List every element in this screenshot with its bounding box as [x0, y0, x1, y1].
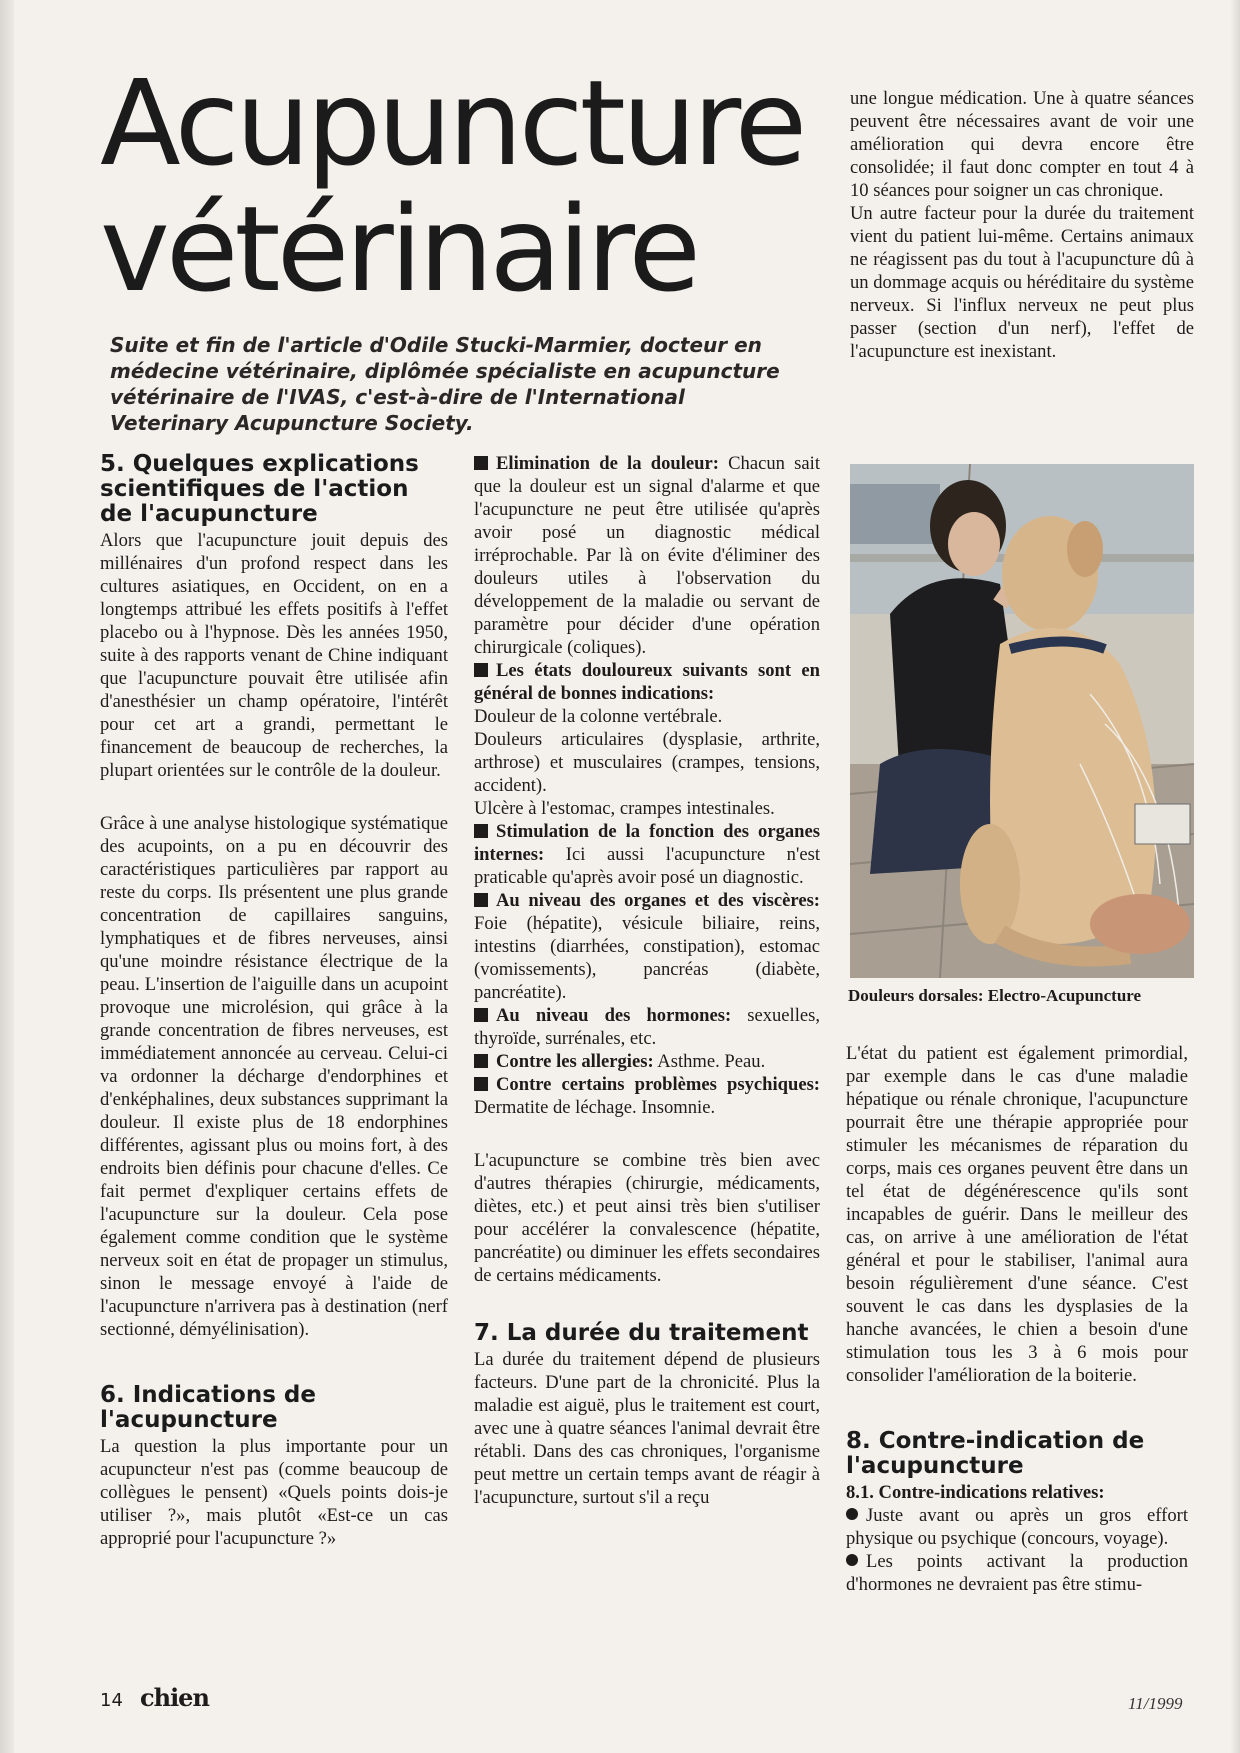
photo-caption: Douleurs dorsales: Electro-Acupuncture — [848, 986, 1142, 1005]
column-2 — [474, 452, 820, 1509]
list-item: Douleur de la colonne vertébrale. — [474, 706, 723, 727]
paragraph: Grâce à une analyse histologique systématique des acupoints, on a pu en découvrir des caractéristiques particulières par rapport au reste du corps. Ils présentent une plus grande concentration de capillaires sanguins, lymphatiques et de fibres nerveuses, ainsi qu'une moindre résistance électrique de la peau. L'insertion de l'aiguille dans un acupoint provoque une microlésion, qui grâce à la grande concentration de fibres nerveuses, est immédiatement annoncée au cerveau. Celui-ci va ordonner la décharge d'endorphines et d'enképhalines, deux substances supprimant la douleur. Il existe plus de 18 endorphines différentes, agissant plus ou moins fort, à des endroits bien définis pour chacune d'elles. Ce fait permet d'expliquer certains effets de l'acupuncture sur la douleur. Cela pose également comme condition que le système nerveux soit en état de propager un stimulus, sinon le message envoyé à l'aide de l'acupuncture n'arrivera pas à destination (nerf sectionné, démyélinisation). — [100, 813, 448, 1340]
magazine-logo: chien — [140, 1683, 209, 1712]
article-lead: Suite et fin de l'article d'Odile Stucki-Marmier, docteur en médecine vétérinaire, diplômée spécialiste en acupuncture vétérinaire de l'IVAS, c'est-à-dire de l'International Veterinary Acupuncture Society. — [110, 333, 780, 435]
bullet-item: Contre les allergies: Asthme. Peau. — [474, 1050, 820, 1073]
square-bullet-icon — [474, 824, 488, 838]
round-bullet-icon — [846, 1508, 858, 1520]
page-number: 14 — [100, 1690, 123, 1711]
paragraph: La durée du traitement dépend de plusieurs facteurs. D'une part de la chronicité. Plus la maladie est aiguë, plus le traitement est court, avec une à quatre séances l'animal devrait être rétabli. Dans des cas chroniques, l'organisme peut mettre un certain temps avant de réagir à l'acupuncture, surtout s'il a reçu — [474, 1349, 820, 1508]
article-photo — [850, 464, 1194, 978]
square-bullet-icon — [474, 893, 488, 907]
page-edge — [0, 0, 14, 1753]
paragraph: La question la plus importante pour un acupuncteur n'est pas (comme beaucoup de collègues le pensent) «Quels points dois-je utiliser ?», mais plutôt «Est-ce un cas approprié pour l'acupuncture ?» — [100, 1436, 448, 1549]
title-line: Acupuncture — [100, 54, 804, 192]
bullet-item: Les points activant la production d'hormones ne devraient pas être stimu- — [846, 1551, 1188, 1595]
section-heading: 5. Quelques explications scientifiques de l'action de l'acupuncture — [100, 451, 419, 527]
square-bullet-icon — [474, 1077, 488, 1091]
section-heading: 6. Indications de l'acupuncture — [100, 1382, 316, 1433]
square-bullet-icon — [474, 1054, 488, 1068]
article-title — [100, 54, 820, 318]
bullet-item: Elimination de la douleur: Chacun sait que la douleur est un signal d'alarme et que l'acupuncture ne peut être utilisée qu'après avoir posé un diagnostic médical irréprochable. Par là on évite d'éliminer des douleurs utiles à l'observation du développement de la maladie ou servant de paramètre pour décider d'une opération chirurgicale (coliques). — [474, 453, 820, 658]
bullet-item: Au niveau des organes et des viscères: Foie (hépatite), vésicule biliaire, reins, intestins (diarrhées, constipation), estomac (vomissements), pancréas (diabète, pancréatite). — [474, 890, 820, 1003]
bullet-item: Au niveau des hormones: sexuelles, thyroïde, surrénales, etc. — [474, 1005, 821, 1049]
paragraph: une longue médication. Une à quatre séances peuvent être nécessaires avant de voir une amélioration qui devra encore être consolidée; il faut donc compter en tout 4 à 10 séances pour soigner un cas chronique. — [850, 88, 1194, 201]
paragraph: L'état du patient est également primordial, par exemple dans le cas d'une maladie hépatique ou rénale chronique, l'acupuncture pourrait être une thérapie appropriée pour stimuler les mécanismes de réparation du corps, mais ces organes peuvent être dans un tel état de dégénérescence qu'ils sont incapables de guérir. Dans le meilleur des cas, on arrive à une amélioration de l'état général et pour le stabiliser, l'animal aura besoin régulièrement d'une séance. C'est souvent le cas dans les dysplasies de la hanche avancées, le chien a besoin d'une stimulation tous les 3 à 6 mois pour consolider l'amélioration de la boiterie. — [846, 1043, 1188, 1386]
list-item: Ulcère à l'estomac, crampes intestinales. — [474, 798, 775, 819]
column-3 — [846, 1042, 1188, 1596]
list-item: Douleurs articulaires (dysplasie, arthrite, arthrose) et musculaires (crampes, tensions, accident). — [474, 729, 820, 796]
issue-date: 11/1999 — [1128, 1694, 1183, 1713]
title-line: vétérinaire — [100, 180, 697, 318]
bullet-item: Juste avant ou après un gros effort physique ou psychique (concours, voyage). — [846, 1505, 1188, 1549]
bullet-item: Contre certains problèmes psychiques: Dermatite de léchage. Insomnie. — [474, 1074, 820, 1118]
page-edge — [1230, 0, 1240, 1753]
paragraph: Un autre facteur pour la durée du traitement vient du patient lui-même. Certains animaux ne réagissent pas du tout à l'acupuncture dû à un dommage acquis ou héréditaire du système nerveux. Si l'influx nerveux ne peut plus passer (section d'un nerf), l'effet de l'acupuncture est inexistant. — [850, 203, 1194, 362]
square-bullet-icon — [474, 663, 488, 677]
section-heading: 8. Contre-indication de l'acupuncture — [846, 1428, 1145, 1479]
square-bullet-icon — [474, 1008, 488, 1022]
paragraph: Alors que l'acupuncture jouit depuis des millénaires d'un profond respect dans les cultures asiatiques, en Occident, on en a longtemps attribué les effets positifs à l'effet placebo ou à l'hypnose. Dès les années 1950, suite à des rapports venant de Chine indiquant que l'acupuncture pouvait être utilisée afin d'anesthésier un champ opératoire, l'intérêt pour cet art a grandi, permettant le financement de beaucoup de recherches, la plupart orientées sur le contrôle de la douleur. — [100, 530, 448, 781]
subsection-heading: 8.1. Contre-indications relatives: — [846, 1482, 1105, 1503]
bullet-item: Les états douloureux suivants sont en général de bonnes indications: — [474, 660, 820, 704]
column-3-top — [850, 87, 1194, 363]
dog-acupuncture-image — [850, 464, 1194, 978]
bullet-item: Stimulation de la fonction des organes internes: Ici aussi l'acupuncture n'est praticable qu'après avoir posé un diagnostic. — [474, 821, 820, 888]
paragraph: L'acupuncture se combine très bien avec d'autres thérapies (chirurgie, médicaments, diètes, etc.) et peut ainsi très bien s'utiliser pour accélérer la convalescence (hépatite, pancréatite) ou diminuer les effets secondaires de certains médicaments. — [474, 1150, 820, 1286]
round-bullet-icon — [846, 1554, 858, 1566]
column-1 — [100, 452, 448, 1550]
square-bullet-icon — [474, 456, 488, 470]
section-heading: 7. La durée du traitement — [474, 1320, 809, 1346]
